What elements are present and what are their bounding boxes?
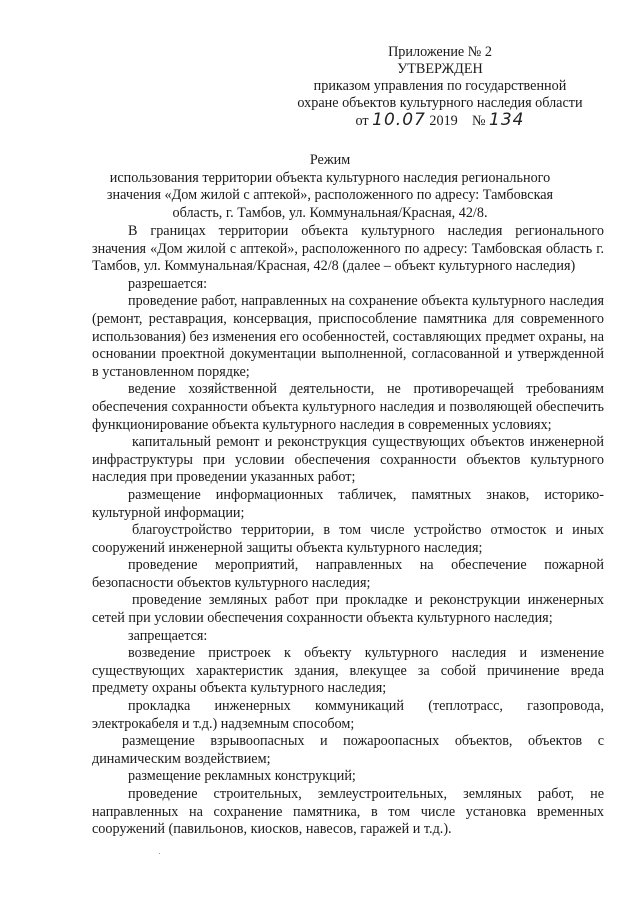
handwritten-date: 10.07	[372, 110, 426, 130]
approval-block	[270, 44, 610, 130]
forbidden-item: проведение строительных, землеустроительных, земляных работ, не направленных на сохранение памятника, в том числе установка временных сооружений (павильонов, киосков, навесов, гаражей и т.д.).	[92, 786, 604, 838]
appendix-number: Приложение № 2	[388, 44, 492, 60]
forbidden-heading: запрещается:	[128, 627, 208, 644]
title-line-1: использования территории объекта культурного наследия регионального	[109, 169, 551, 186]
title-heading: Режим	[309, 152, 351, 168]
forbidden-item: размещение взрывоопасных и пожароопасных объектов, объектов с динамическим воздействием;	[92, 733, 604, 767]
order-year: 2019	[429, 113, 458, 129]
forbidden-item: возведение пристроек к объекту культурного наследия и изменение существующих характеристик здания, влекущее за собой причинение вреда предмету охраны объекта культурного наследия;	[92, 645, 604, 697]
forbidden-item: размещение рекламных конструкций;	[128, 768, 356, 785]
number-sign: №	[471, 113, 486, 129]
intro-paragraph: В границах территории объекта культурного наследия регионального значения «Дом жилой с аптекой», расположенного по адресу: Тамбовская область г. Тамбов, ул. Коммунальная/Красная, 42/8 (далее – объект культурного наследия)	[92, 223, 604, 275]
allowed-item: размещение информационных табличек, памятных знаков, историко-культурной информации;	[92, 486, 604, 521]
approved-label: УТВЕРЖДЕН	[397, 61, 483, 77]
date-prefix: от	[355, 113, 369, 129]
allowed-item: ведение хозяйственной деятельности, не противоречащей требованиям обеспечения сохранности объекта культурного наследия и позволяющей обеспечить функционирование объекта культурного наследия в современных условиях;	[92, 381, 604, 433]
order-line-1: приказом управления по государственной	[313, 78, 567, 94]
allowed-item: проведение земляных работ при прокладке и реконструкции инженерных сетей при условии обеспечения сохранности объекта культурного наследия;	[92, 592, 604, 627]
title-line-3: область, г. Тамбов, ул. Коммунальная/Красная, 42/8.	[172, 204, 488, 221]
handwritten-number: 134	[489, 110, 525, 130]
scan-speck	[159, 853, 160, 854]
order-date-line	[270, 112, 610, 130]
allowed-item: благоустройство территории, в том числе устройство отмосток и иных сооружений инженерной защиты объекта культурного наследия;	[92, 522, 604, 556]
regime-body	[92, 223, 604, 839]
forbidden-item: прокладка инженерных коммуникаций (теплотрасс, газопровода, электрокабеля и т.д.) надземным способом;	[92, 698, 604, 732]
allowed-heading: разрешается:	[128, 275, 208, 292]
allowed-item: проведение мероприятий, направленных на обеспечение пожарной безопасности объектов культурного наследия;	[92, 557, 604, 591]
allowed-item: проведение работ, направленных на сохранение объекта культурного наследия (ремонт, реставрация, консервация, приспособление памятника для современного использования) без изменения его особенностей, составляющих предмет охраны, на основании проектной документации выполненной, согласованной и утвержденной в установленном порядке;	[92, 293, 604, 380]
allowed-item: капитальный ремонт и реконструкция существующих объектов инженерной инфраструктуры при условии обеспечения сохранности объектов культурного наследия при проведении указанных работ;	[92, 434, 604, 486]
regime-title	[100, 152, 560, 222]
title-line-2: значения «Дом жилой с аптекой», расположенного по адресу: Тамбовская	[106, 187, 554, 203]
order-line-2: охране объектов культурного наследия области	[297, 95, 583, 111]
